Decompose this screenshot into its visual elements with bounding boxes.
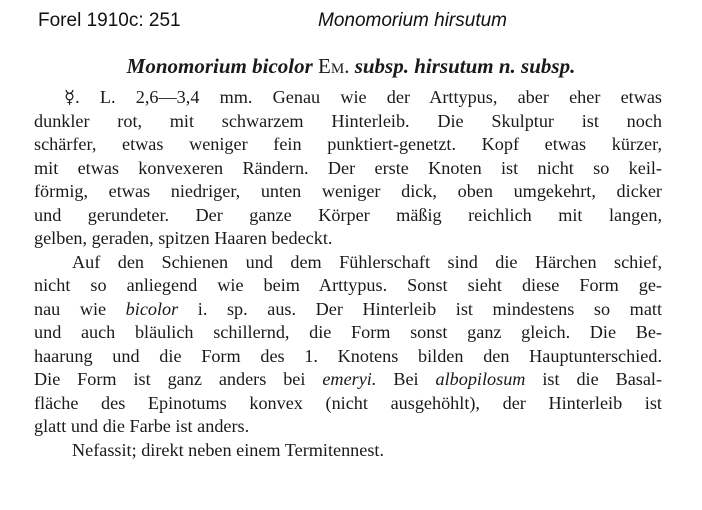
text-line: haarung und die Form des 1. Knotens bilden den Hauptunterschied. [34, 345, 662, 366]
text-segment: ist die Basal- [542, 369, 663, 389]
title-subspecies: subsp. hirsutum n. subsp. [354, 54, 576, 78]
text-line: schärfer, etwas weniger fein punktiert-genetzt. Kopf etwas kürzer, [34, 134, 662, 154]
text-line: mit etwas konvexeren Rändern. Der erste Knoten ist nicht so keil- [34, 157, 662, 178]
taxon-name: Monomorium hirsutum [318, 10, 507, 31]
title-author: Em. [318, 54, 350, 78]
text-segment: Die Form ist ganz anders bei [34, 369, 306, 389]
text-line: und auch bläulich schillernd, die Form sonst ganz gleich. Die Be- [34, 322, 662, 342]
title-species: Monomorium bicolor [126, 54, 313, 78]
text-line: glatt und die Farbe ist anders. [34, 416, 250, 436]
text-line [34, 368, 662, 392]
text-line: fläche des Epinotums konvex (nicht ausgehöhlt), der Hinterleib ist [34, 392, 662, 413]
italic-species: bicolor [125, 298, 179, 319]
text-line: Auf den Schienen und dem Fühlerschaft sind die Härchen schief, [72, 251, 662, 272]
text-line: ☿. L. 2,6—3,4 mm. Genau wie der Arttypus, aber eher etwas [64, 87, 662, 107]
text-segment: Bei [393, 369, 419, 389]
text-line: dunkler rot, mit schwarzem Hinterleib. Die Skulptur ist noch [34, 110, 662, 131]
text-line: förmig, etwas niedriger, unten weniger dick, oben umgekehrt, dicker [34, 181, 662, 201]
text-segment: i. sp. aus. Der Hinterleib ist mindestens so matt [197, 298, 663, 319]
text-line: nicht so anliegend wie beim Arttypus. Sonst sieht diese Form ge- [34, 275, 662, 295]
text-line: Nefassit; direkt neben einem Termitennest. [72, 439, 385, 460]
text-line [34, 298, 662, 322]
description-body [34, 86, 662, 462]
page-header [0, 10, 702, 36]
text-segment: nau wie [34, 298, 107, 319]
italic-species: emeryi. [322, 369, 377, 389]
citation-reference: Forel 1910c: 251 [38, 10, 181, 31]
text-line: gelben, geraden, spitzen Haaren bedeckt. [34, 228, 333, 248]
text-line: und gerundeter. Der ganze Körper mäßig reichlich mit langen, [34, 204, 662, 225]
italic-species: albopilosum [435, 369, 526, 389]
description-title [0, 52, 702, 80]
